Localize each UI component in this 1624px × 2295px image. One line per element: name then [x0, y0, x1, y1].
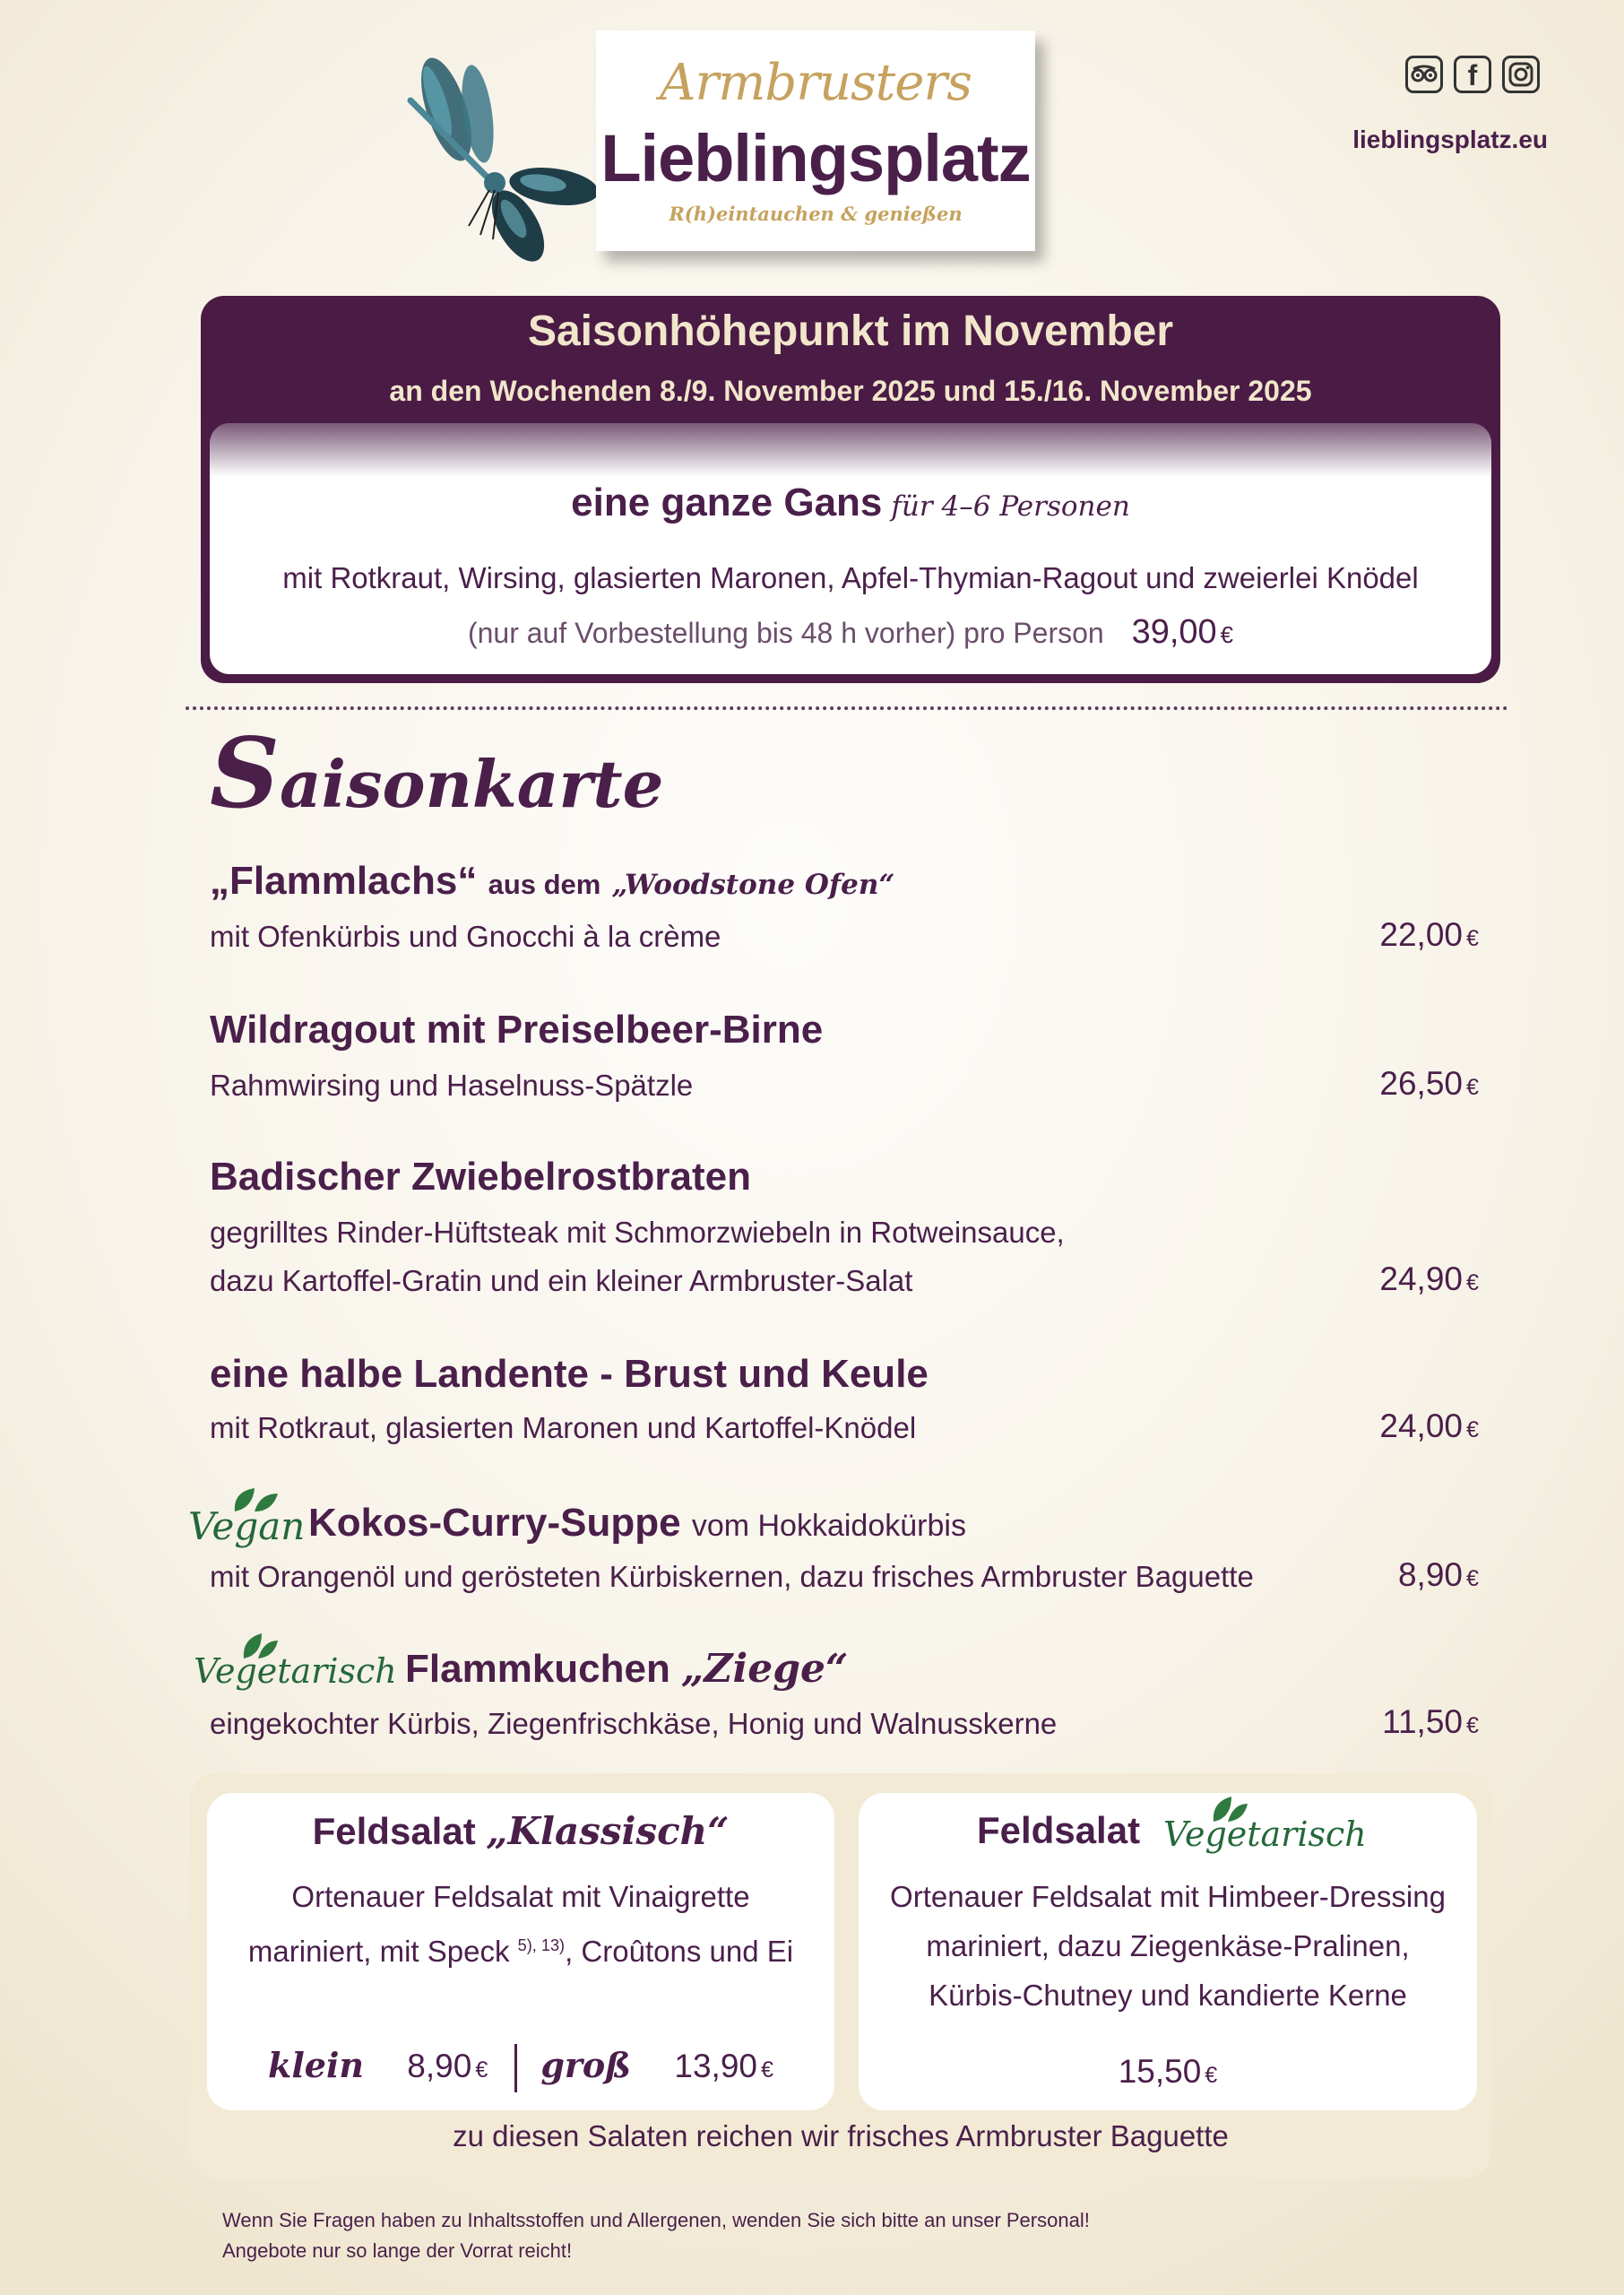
- logo-card: [596, 30, 1035, 251]
- highlight-price: 39,00 €: [1131, 613, 1234, 651]
- allergen-note: Wenn Sie Fragen haben zu Inhaltsstoffen und Allergenen, wenden Sie sich bitte an unser Personal!: [222, 2209, 1090, 2231]
- size-large-price: 13,90 €: [674, 2047, 773, 2084]
- salad-card-vegetarian: Feldsalat Vegetarisch Ortenauer Feldsalat mit Himbeer-Dressing mariniert, dazu Ziegenkäse-Pralinen, Kürbis-Chutney und kandierte Kerne 15,50 €: [859, 1793, 1477, 2110]
- dragonfly-logo-image: [384, 47, 617, 271]
- highlight-description: mit Rotkraut, Wirsing, glasierten Maronen, Apfel-Thymian-Ragout und zweierlei Knödel: [282, 561, 1419, 594]
- tripadvisor-icon[interactable]: [1405, 56, 1443, 93]
- salad-description: Ortenauer Feldsalat mit Himbeer-Dressing mariniert, dazu Ziegenkäse-Pralinen, Kürbis-Chutney und kandierte Kerne: [890, 1880, 1446, 2012]
- dish-price: 8,90 €: [1397, 1556, 1479, 1593]
- highlight-dish-name: eine ganze Gans: [571, 481, 883, 524]
- dotted-divider: [186, 706, 1508, 710]
- highlight-per-person: pro Person: [963, 617, 1104, 649]
- availability-note: Angebote nur so lange der Vorrat reicht!: [222, 2239, 573, 2262]
- dish-price: 24,90 €: [1379, 1260, 1479, 1297]
- website-link[interactable]: lieblingsplatz.eu: [1352, 126, 1548, 153]
- dish-description: Rahmwirsing und Haselnuss-Spätzle: [210, 1069, 694, 1102]
- highlight-dish: [201, 481, 1500, 525]
- dish-price: 22,00 €: [1379, 916, 1479, 953]
- highlight-preorder-note: (nur auf Vorbestellung bis 48 h vorher): [467, 617, 956, 649]
- brand-tagline: R(h)eintauchen & genießen: [669, 203, 963, 225]
- highlight-dish-persons: für 4–6 Personen: [891, 490, 1130, 523]
- salad-price: 15,50 €: [1118, 2053, 1218, 2090]
- size-large-label: groß: [540, 2044, 632, 2085]
- dish-name: Badischer Zwiebelrostbraten: [210, 1155, 751, 1199]
- dish-price: 24,00 €: [1379, 1407, 1479, 1444]
- dish-name: eine halbe Landente - Brust und Keule: [210, 1352, 929, 1396]
- salad-note: zu diesen Salaten reichen wir frisches Armbruster Baguette: [453, 2119, 1229, 2152]
- dish-name: Flammkuchen „Ziege“: [405, 1646, 849, 1692]
- size-small-label: klein: [268, 2044, 365, 2085]
- brand-name: Lieblingsplatz: [600, 121, 1031, 195]
- salad-prices: [207, 2044, 834, 2092]
- brand-script: Armbrusters: [660, 54, 972, 112]
- dish-name: „Flammlachs“ aus dem „Woodstone Ofen“: [210, 859, 895, 903]
- facebook-icon[interactable]: f: [1454, 56, 1491, 93]
- highlight-dates: an den Wochenden 8./9. November 2025 und 15./16. November 2025: [389, 375, 1312, 407]
- dish-description: mit Rotkraut, glasierten Maronen und Kartoffel-Knödel: [210, 1411, 917, 1444]
- menu-heading: Saisonkarte: [210, 717, 664, 830]
- highlight-note: [201, 613, 1500, 652]
- dish-description: eingekochter Kürbis, Ziegenfrischkäse, Honig und Walnusskerne: [210, 1707, 1058, 1740]
- salad-title: Feldsalat „Klassisch“: [312, 1809, 730, 1853]
- dish-description: mit Ofenkürbis und Gnocchi à la crème: [210, 920, 721, 953]
- price-separator: [514, 2044, 517, 2092]
- dish-description: dazu Kartoffel-Gratin und ein kleiner Armbruster-Salat: [210, 1264, 913, 1297]
- highlight-title: Saisonhöhepunkt im November: [527, 307, 1174, 355]
- dish-price: 11,50 €: [1382, 1703, 1479, 1740]
- dish-description: mit Orangenöl und gerösteten Kürbiskernen, dazu frisches Armbruster Baguette: [210, 1560, 1254, 1593]
- salad-card-classic: [207, 1793, 834, 2110]
- dish-name: Kokos-Curry-Suppe vom Hokkaidokürbis: [308, 1501, 966, 1545]
- instagram-icon[interactable]: [1502, 56, 1540, 93]
- salad-title: Feldsalat: [977, 1809, 1141, 1851]
- salad-description: Ortenauer Feldsalat mit Vinaigrette mariniert, mit Speck $^{5), 13)}$, Croûtons und Ei: [247, 1880, 794, 1968]
- dish-price: 26,50 €: [1379, 1065, 1479, 1102]
- dish-description: gegrilltes Rinder-Hüftsteak mit Schmorzwiebeln in Rotweinsauce,: [210, 1216, 1065, 1249]
- size-small-price: 8,90 €: [407, 2047, 488, 2084]
- dish-name: Wildragout mit Preiselbeer-Birne: [210, 1008, 824, 1052]
